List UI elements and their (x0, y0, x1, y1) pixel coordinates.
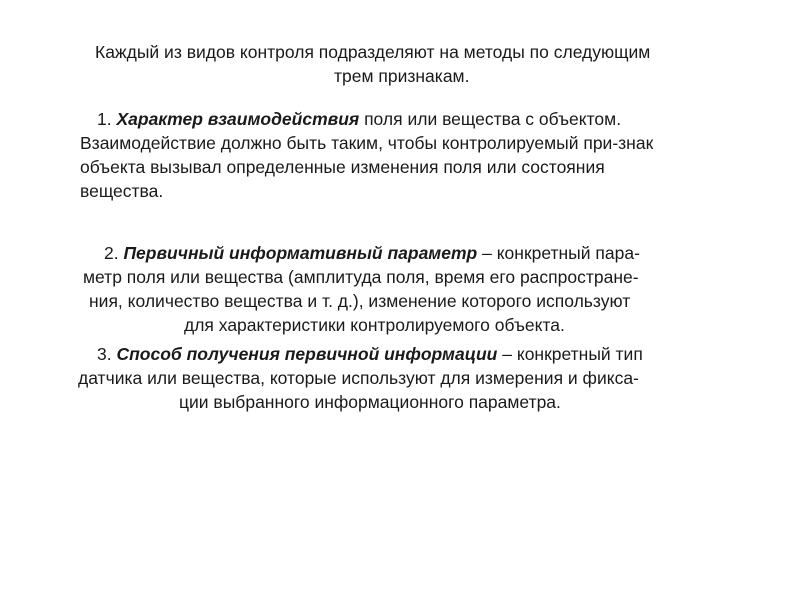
item-1-line-3: объекта вызывал определенные изменения поля или состояния (80, 157, 605, 177)
item-1-line-2: Взаимодействие должно быть таким, чтобы контролируемый при-знак (80, 133, 654, 153)
intro-line-2: трем признакам. (334, 66, 470, 86)
intro-line-1: Каждый из видов контроля подразделяют на методы по следующим (95, 42, 651, 62)
item-1-number: 1. (97, 109, 117, 129)
item-2-line-2: метр поля или вещества (амплитуда поля, время его распростране- (83, 267, 639, 287)
item-1-line-4: вещества. (80, 181, 164, 201)
item-3-line-1-rest: – конкретный тип (497, 344, 643, 364)
item-3-line-2: датчика или вещества, которые используют для измерения и фикса- (78, 368, 639, 388)
item-2-line-3: ния, количество вещества и т. д.), изменение которого используют (89, 291, 631, 311)
item-3-term: Способ получения первичной информации (116, 344, 498, 364)
item-1-line-1 (97, 107, 621, 131)
item-2-line-1-rest: – конкретный пара- (477, 243, 640, 263)
item-3-line-1 (97, 342, 643, 366)
item-2-term: Первичный информативный параметр (123, 243, 478, 263)
item-2-number: 2. (104, 243, 124, 263)
item-1-term: Характер взаимодействия (116, 109, 360, 129)
item-2-line-1 (104, 241, 640, 265)
item-3-number: 3. (97, 344, 117, 364)
item-1-line-1-rest: поля или вещества с объектом. (359, 109, 622, 129)
item-3-line-3: ции выбранного информационного параметра. (179, 392, 561, 412)
item-2-line-4: для характеристики контролируемого объекта. (184, 315, 565, 335)
